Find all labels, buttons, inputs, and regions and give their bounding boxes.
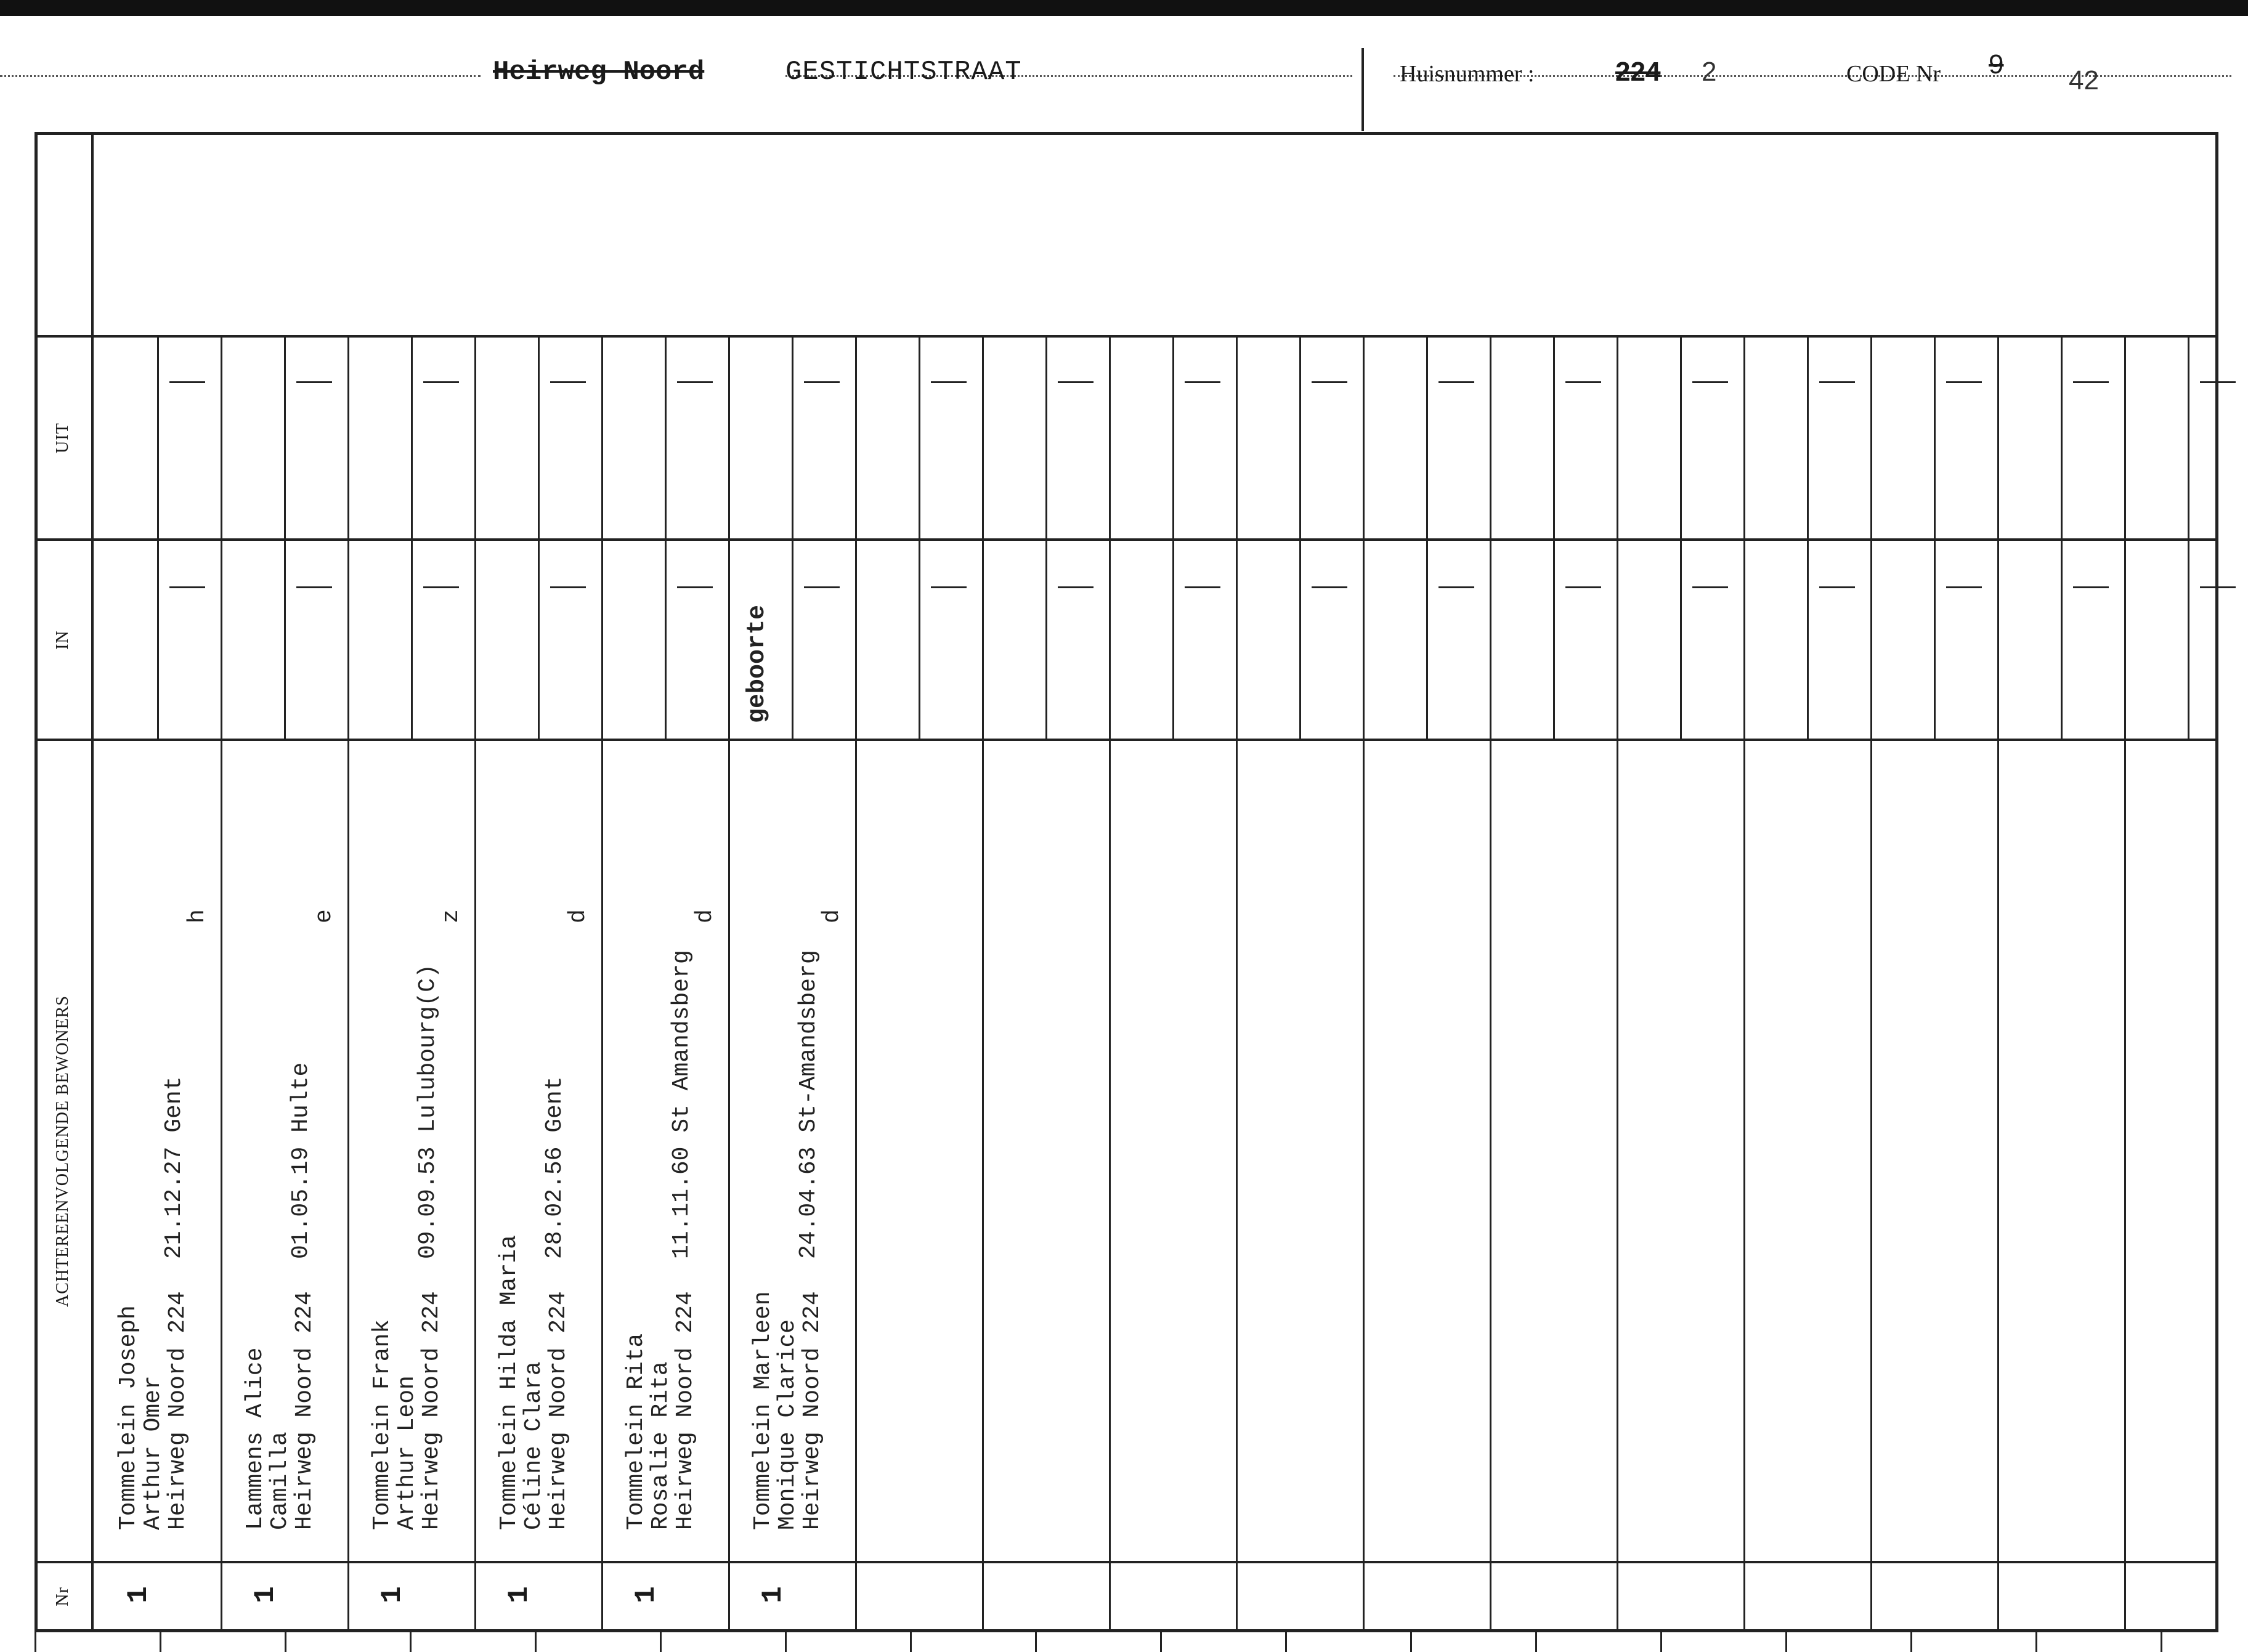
bottom-tick xyxy=(2035,1632,2037,1652)
uit-subdivider xyxy=(1934,335,1936,538)
uit-dash xyxy=(1946,381,1982,383)
bottom-tick xyxy=(160,1632,161,1652)
uit-subdivider xyxy=(792,335,793,538)
in-dash xyxy=(1185,586,1220,588)
resident-name-line: Heirweg Noord 224 xyxy=(672,1291,699,1530)
column-divider xyxy=(601,335,603,1632)
uit-dash xyxy=(2073,381,2109,383)
uit-dash xyxy=(931,381,967,383)
uit-subdivider xyxy=(1680,335,1682,538)
column-divider xyxy=(1490,335,1491,1632)
in-subdivider xyxy=(2188,538,2189,739)
uit-subdivider xyxy=(538,335,540,538)
birth-date-place: 24.04.63 St-Amandsberg xyxy=(795,950,822,1259)
column-divider xyxy=(728,335,730,1632)
status-code: d xyxy=(565,909,591,923)
uit-dash xyxy=(550,381,586,383)
resident-name-line: Tommelein Joseph xyxy=(115,1305,142,1530)
in-dash xyxy=(1692,586,1728,588)
uit-subdivider xyxy=(1426,335,1428,538)
birth-date-place: 11.11.60 St Amandsberg xyxy=(668,950,695,1259)
resident-name-line: Céline Clara xyxy=(521,1361,547,1530)
column-divider xyxy=(1997,335,1999,1632)
code-number-label: CODE Nr xyxy=(1846,61,1941,87)
bottom-tick xyxy=(785,1632,787,1652)
in-reason: geboorte xyxy=(744,604,771,723)
resident-name-line: Tommelein Rita xyxy=(623,1333,649,1530)
in-subdivider xyxy=(792,538,793,739)
in-dash xyxy=(296,586,332,588)
entry-number: 1 xyxy=(376,1586,408,1603)
uit-subdivider xyxy=(157,335,159,538)
uit-subdivider xyxy=(1807,335,1809,538)
entry-number: 1 xyxy=(757,1586,789,1603)
in-subdivider xyxy=(1553,538,1555,739)
in-dash xyxy=(677,586,713,588)
uit-dash xyxy=(1185,381,1220,383)
in-dash xyxy=(1819,586,1855,588)
in-dash xyxy=(550,586,586,588)
bottom-tick xyxy=(1035,1632,1037,1652)
uit-subdivider xyxy=(665,335,667,538)
status-code: z xyxy=(438,909,465,923)
bottom-tick xyxy=(1535,1632,1537,1652)
in-subdivider xyxy=(2061,538,2063,739)
column-divider xyxy=(221,335,222,1632)
bottom-tick xyxy=(1910,1632,1912,1652)
street-name-new: GESTICHTSTRAAT xyxy=(785,57,1022,87)
resident-name-line: Heirweg Noord 224 xyxy=(799,1291,826,1530)
column-divider xyxy=(347,335,349,1632)
column-divider xyxy=(1870,335,1872,1632)
bottom-tick xyxy=(660,1632,662,1652)
street-name-old: Heirweg Noord xyxy=(493,57,705,87)
header-dotted-line-left xyxy=(0,75,481,77)
bottom-tick xyxy=(535,1632,537,1652)
resident-name-line: Tommelein Frank xyxy=(369,1319,396,1530)
uit-dash xyxy=(423,381,459,383)
house-number-label: Huisnummer : xyxy=(1400,61,1535,87)
resident-name-line: Monique Clarice xyxy=(774,1319,801,1530)
birth-date-place: 28.02.56 Gent xyxy=(542,1076,568,1259)
resident-name-line: Rosalie Rita xyxy=(647,1361,674,1530)
resident-name-line: Heirweg Noord 224 xyxy=(545,1291,572,1530)
bottom-tick xyxy=(910,1632,912,1652)
uit-dash xyxy=(296,381,332,383)
in-subdivider xyxy=(157,538,159,739)
uit-dash xyxy=(804,381,840,383)
in-dash xyxy=(1438,586,1474,588)
in-dash xyxy=(423,586,459,588)
row-divider-bewoners xyxy=(34,739,2218,741)
uit-dash xyxy=(2200,381,2236,383)
resident-name-line: Tommelein Marleen xyxy=(750,1291,776,1530)
in-dash xyxy=(169,586,205,588)
in-subdivider xyxy=(411,538,413,739)
column-divider xyxy=(1236,335,1238,1632)
uit-subdivider xyxy=(2061,335,2063,538)
in-dash xyxy=(931,586,967,588)
in-subdivider xyxy=(1172,538,1174,739)
in-subdivider xyxy=(1934,538,1936,739)
column-divider xyxy=(1109,335,1111,1632)
code-number-old: 9 xyxy=(1989,49,2004,79)
status-code: d xyxy=(819,909,845,923)
header-separator xyxy=(1361,48,1364,131)
column-divider xyxy=(2124,335,2126,1632)
in-dash xyxy=(1946,586,1982,588)
resident-name-line: Camilla xyxy=(267,1431,293,1530)
entry-number: 1 xyxy=(503,1586,535,1603)
scan-top-border xyxy=(0,0,2248,16)
in-subdivider xyxy=(1045,538,1047,739)
resident-name-line: Heirweg Noord 224 xyxy=(291,1291,318,1530)
bottom-tick xyxy=(1285,1632,1287,1652)
bottom-tick xyxy=(410,1632,412,1652)
bottom-tick xyxy=(1410,1632,1412,1652)
row-label-in: IN xyxy=(52,630,72,650)
resident-name-line: Tommelein Hilda Maria xyxy=(496,1235,522,1530)
uit-subdivider xyxy=(1299,335,1301,538)
uit-dash xyxy=(1565,381,1601,383)
uit-dash xyxy=(1438,381,1474,383)
in-subdivider xyxy=(1807,538,1809,739)
grid-border-top xyxy=(34,132,2218,135)
house-number-new: 2 xyxy=(1702,57,1717,87)
uit-subdivider xyxy=(1553,335,1555,538)
in-dash xyxy=(1058,586,1094,588)
row-label-nr: Nr xyxy=(52,1586,72,1606)
entry-number: 1 xyxy=(123,1586,155,1603)
birth-date-place: 01.05.19 Hulte xyxy=(288,1062,314,1259)
bottom-tick xyxy=(1660,1632,1662,1652)
uit-subdivider xyxy=(411,335,413,538)
in-subdivider xyxy=(919,538,920,739)
uit-dash xyxy=(677,381,713,383)
label-column-divider xyxy=(91,132,94,1632)
resident-name-line: Heirweg Noord 224 xyxy=(164,1291,191,1530)
uit-dash xyxy=(1692,381,1728,383)
uit-subdivider xyxy=(2188,335,2189,538)
column-divider xyxy=(1363,335,1365,1632)
row-divider-uit xyxy=(34,335,2218,338)
column-divider xyxy=(1617,335,1618,1632)
bottom-tick xyxy=(1785,1632,1787,1652)
column-divider xyxy=(982,335,984,1632)
uit-subdivider xyxy=(1172,335,1174,538)
resident-name-line: Arthur Omer xyxy=(140,1375,166,1530)
birth-date-place: 21.12.27 Gent xyxy=(161,1076,187,1259)
in-subdivider xyxy=(284,538,286,739)
uit-dash xyxy=(169,381,205,383)
register-grid xyxy=(34,132,2218,1632)
code-number-new: 42 xyxy=(2069,65,2099,95)
in-subdivider xyxy=(1426,538,1428,739)
in-subdivider xyxy=(1299,538,1301,739)
row-label-bewoners: ACHTEREENVOLGENDE BEWONERS xyxy=(53,995,72,1307)
uit-subdivider xyxy=(284,335,286,538)
in-subdivider xyxy=(1680,538,1682,739)
resident-name-line: Arthur Leon xyxy=(394,1375,420,1530)
house-number-old: 224 xyxy=(1615,57,1661,87)
uit-subdivider xyxy=(1045,335,1047,538)
resident-name-line: Heirweg Noord 224 xyxy=(418,1291,445,1530)
in-dash xyxy=(1312,586,1347,588)
uit-subdivider xyxy=(919,335,920,538)
status-code: h xyxy=(184,909,211,923)
uit-dash xyxy=(1058,381,1094,383)
row-divider-in xyxy=(34,538,2218,541)
uit-dash xyxy=(1819,381,1855,383)
column-divider xyxy=(855,335,857,1632)
grid-border-right xyxy=(2215,132,2218,1632)
bottom-tick xyxy=(1160,1632,1162,1652)
bottom-tick xyxy=(2161,1632,2162,1652)
bottom-tick xyxy=(34,1632,36,1652)
in-dash xyxy=(2200,586,2236,588)
in-dash xyxy=(1565,586,1601,588)
in-dash xyxy=(804,586,840,588)
resident-name-line: Lammens Alice xyxy=(242,1347,269,1530)
in-subdivider xyxy=(538,538,540,739)
status-code: d xyxy=(692,909,718,923)
uit-dash xyxy=(1312,381,1347,383)
column-divider xyxy=(474,335,476,1632)
row-divider-nr xyxy=(34,1561,2218,1563)
row-label-uit: UIT xyxy=(53,423,72,453)
grid-border-bottom xyxy=(34,1629,2218,1632)
column-divider xyxy=(1743,335,1745,1632)
entry-number: 1 xyxy=(250,1586,282,1603)
bottom-tick xyxy=(285,1632,286,1652)
entry-number: 1 xyxy=(630,1586,662,1603)
birth-date-place: 09.09.53 Lulubourg(C) xyxy=(415,964,441,1259)
in-dash xyxy=(2073,586,2109,588)
in-subdivider xyxy=(665,538,667,739)
status-code: e xyxy=(311,909,338,923)
